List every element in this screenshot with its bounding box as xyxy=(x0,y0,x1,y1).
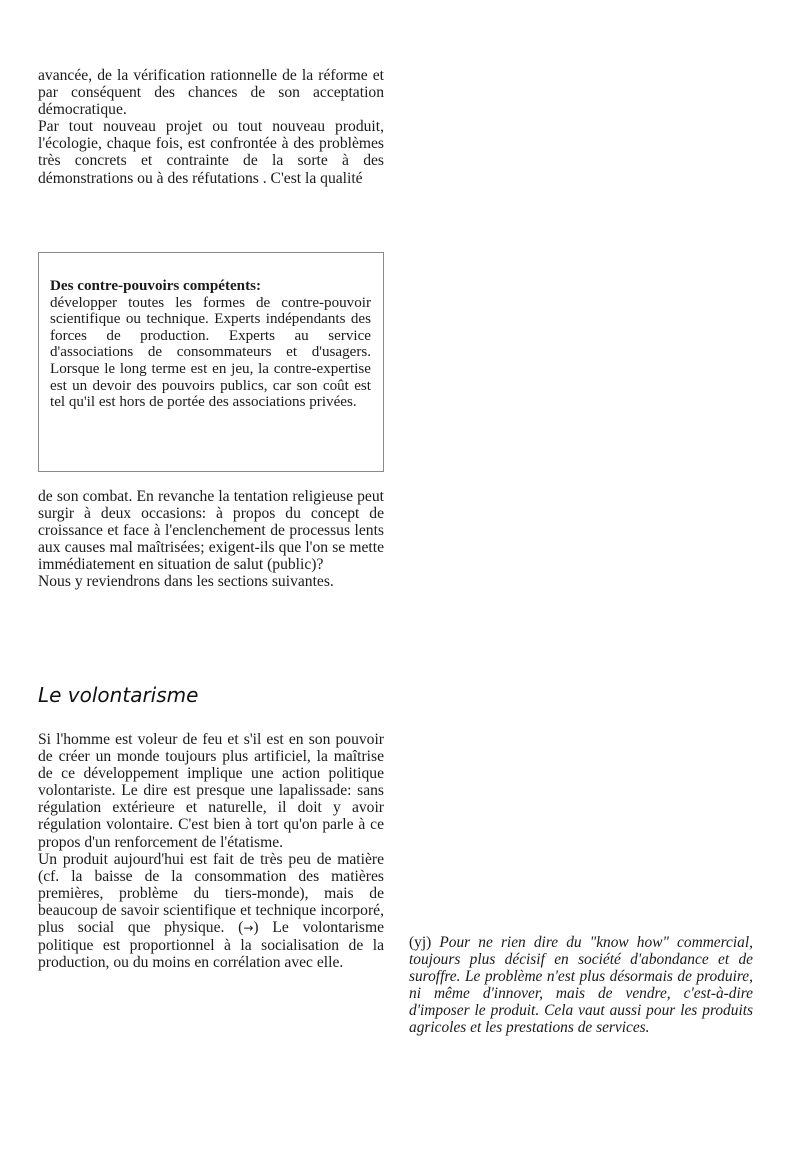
arrow-right-icon: → xyxy=(243,921,254,936)
paragraph-2-before-arrow: Un produit aujourd'hui est fait de très peu de matière (cf. la baisse de la consommation des matières premières, problème du tiers-monde), mais de beaucoup de savoir scientifique et technique incorporé, plus social que physique. ( xyxy=(38,850,384,937)
intro-paragraph-2: Par tout nouveau projet ou tout nouveau produit, l'écologie, chaque fois, est confrontée à des problèmes très concrets et contrainte de la sorte à des démonstrations ou à des réfutations . C'est la qualité xyxy=(38,118,384,187)
intro-paragraph-1: avancée, de la vérification rationnelle de la réforme et par conséquent des chances de son acceptation démocratique. xyxy=(38,67,384,119)
continuation-paragraph-2: Nous y reviendrons dans les sections suivantes. xyxy=(38,573,334,591)
section-heading: Le volontarisme xyxy=(38,683,199,707)
volontarisme-paragraph-2 xyxy=(38,851,384,972)
volontarisme-text xyxy=(38,731,384,971)
paragraph-2-after-arrow: ) Le volontarisme politique est proportionnel à la socialisation de la production, ou du moins en corrélation avec elle. xyxy=(38,919,384,972)
intro-text xyxy=(38,67,384,187)
footnote-text: Pour ne rien dire du "know how" commercial, toujours plus décisif en société d'abondance et de suroffre. Le problème n'est plus désormais de produire, ni même d'innover, mais de vendre, c'est-à-dire d'imposer le produit. Cela vaut aussi pour les produits agricoles et les prestations de services. xyxy=(409,934,753,1037)
box-body: développer toutes les formes de contre-pouvoir scientifique ou technique. Experts indépendants des forces de production. Experts au service d'associations de consommateurs et d'usagers. Lorsque le long terme est en jeu, la contre-expertise est un devoir des pouvoirs publics, car son coût est tel qu'il est hors de portée des associations privées. xyxy=(50,294,371,411)
footnote-marker: (yj) xyxy=(409,934,432,951)
footnote xyxy=(409,934,753,1037)
continuation-text xyxy=(38,488,384,591)
box-title: Des contre-pouvoirs compétents: xyxy=(50,278,261,294)
sidebar-box-contre-pouvoirs xyxy=(38,252,384,472)
volontarisme-paragraph-1: Si l'homme est voleur de feu et s'il est en son pouvoir de créer un monde toujours plus artificiel, la maîtrise de ce développement implique une action politique volontariste. Le dire est presque une lapalissade: sans régulation extérieure et naturelle, il doit y avoir régulation volontaire. C'est bien à tort qu'on parle à ce propos d'un renforcement de l'étatisme. xyxy=(38,731,384,851)
continuation-paragraph-1: de son combat. En revanche la tentation religieuse peut surgir à deux occasions: à propos du concept de croissance et face à l'enclenchement de processus lents aux causes mal maîtrisées; exigent-ils que l'on se mette immédiatement en situation de salut (public)? xyxy=(38,488,384,574)
